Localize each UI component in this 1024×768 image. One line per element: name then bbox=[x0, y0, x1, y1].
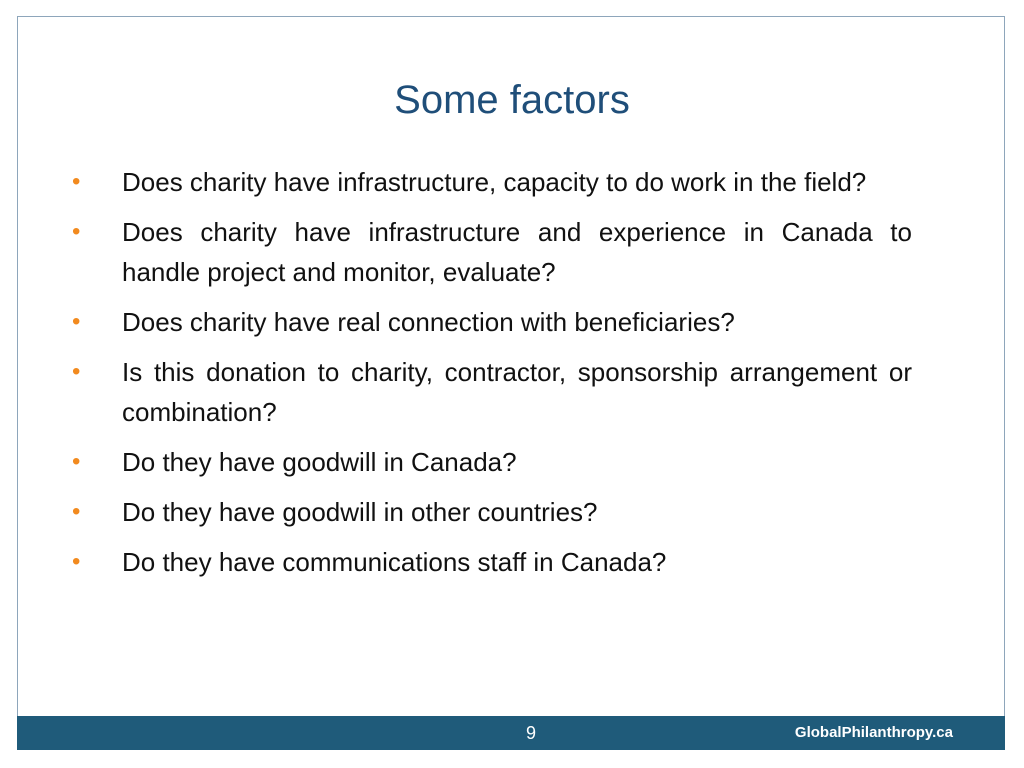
bullet-text: Is this donation to charity, contractor, sponsorship arrangement or combination? bbox=[122, 357, 912, 427]
bullet-text: Does charity have real connection with beneficiaries? bbox=[122, 307, 735, 337]
bullet-text: Do they have communications staff in Canada? bbox=[122, 547, 667, 577]
bullet-item-3 bbox=[72, 302, 912, 342]
bullet-dot-icon: • bbox=[72, 548, 81, 575]
bullet-dot-icon: • bbox=[72, 358, 81, 385]
footer-bar bbox=[17, 716, 1005, 750]
bullet-item-7 bbox=[72, 542, 912, 582]
bullet-text: Do they have goodwill in other countries? bbox=[122, 497, 598, 527]
bullet-item-5 bbox=[72, 442, 912, 482]
bullet-dot-icon: • bbox=[72, 218, 81, 245]
bullet-dot-icon: • bbox=[72, 308, 81, 335]
slide-title: Some factors bbox=[394, 78, 630, 122]
slide-page-number: 9 bbox=[525, 723, 536, 743]
bullet-list bbox=[72, 162, 912, 592]
bullet-dot-icon: • bbox=[72, 498, 81, 525]
bullet-item-4 bbox=[72, 352, 912, 432]
bullet-dot-icon: • bbox=[72, 168, 81, 195]
bullet-text: Do they have goodwill in Canada? bbox=[122, 447, 517, 477]
bullet-item-2 bbox=[72, 212, 912, 292]
bullet-text: Does charity have infrastructure, capacity to do work in the field? bbox=[122, 167, 867, 197]
bullet-dot-icon: • bbox=[72, 448, 81, 475]
bullet-item-6 bbox=[72, 492, 912, 532]
bullet-item-1 bbox=[72, 162, 912, 202]
footer-site-name: GlobalPhilanthropy.ca bbox=[794, 724, 953, 741]
bullet-text: Does charity have infrastructure and experience in Canada to handle project and monitor, evaluate? bbox=[122, 217, 912, 287]
